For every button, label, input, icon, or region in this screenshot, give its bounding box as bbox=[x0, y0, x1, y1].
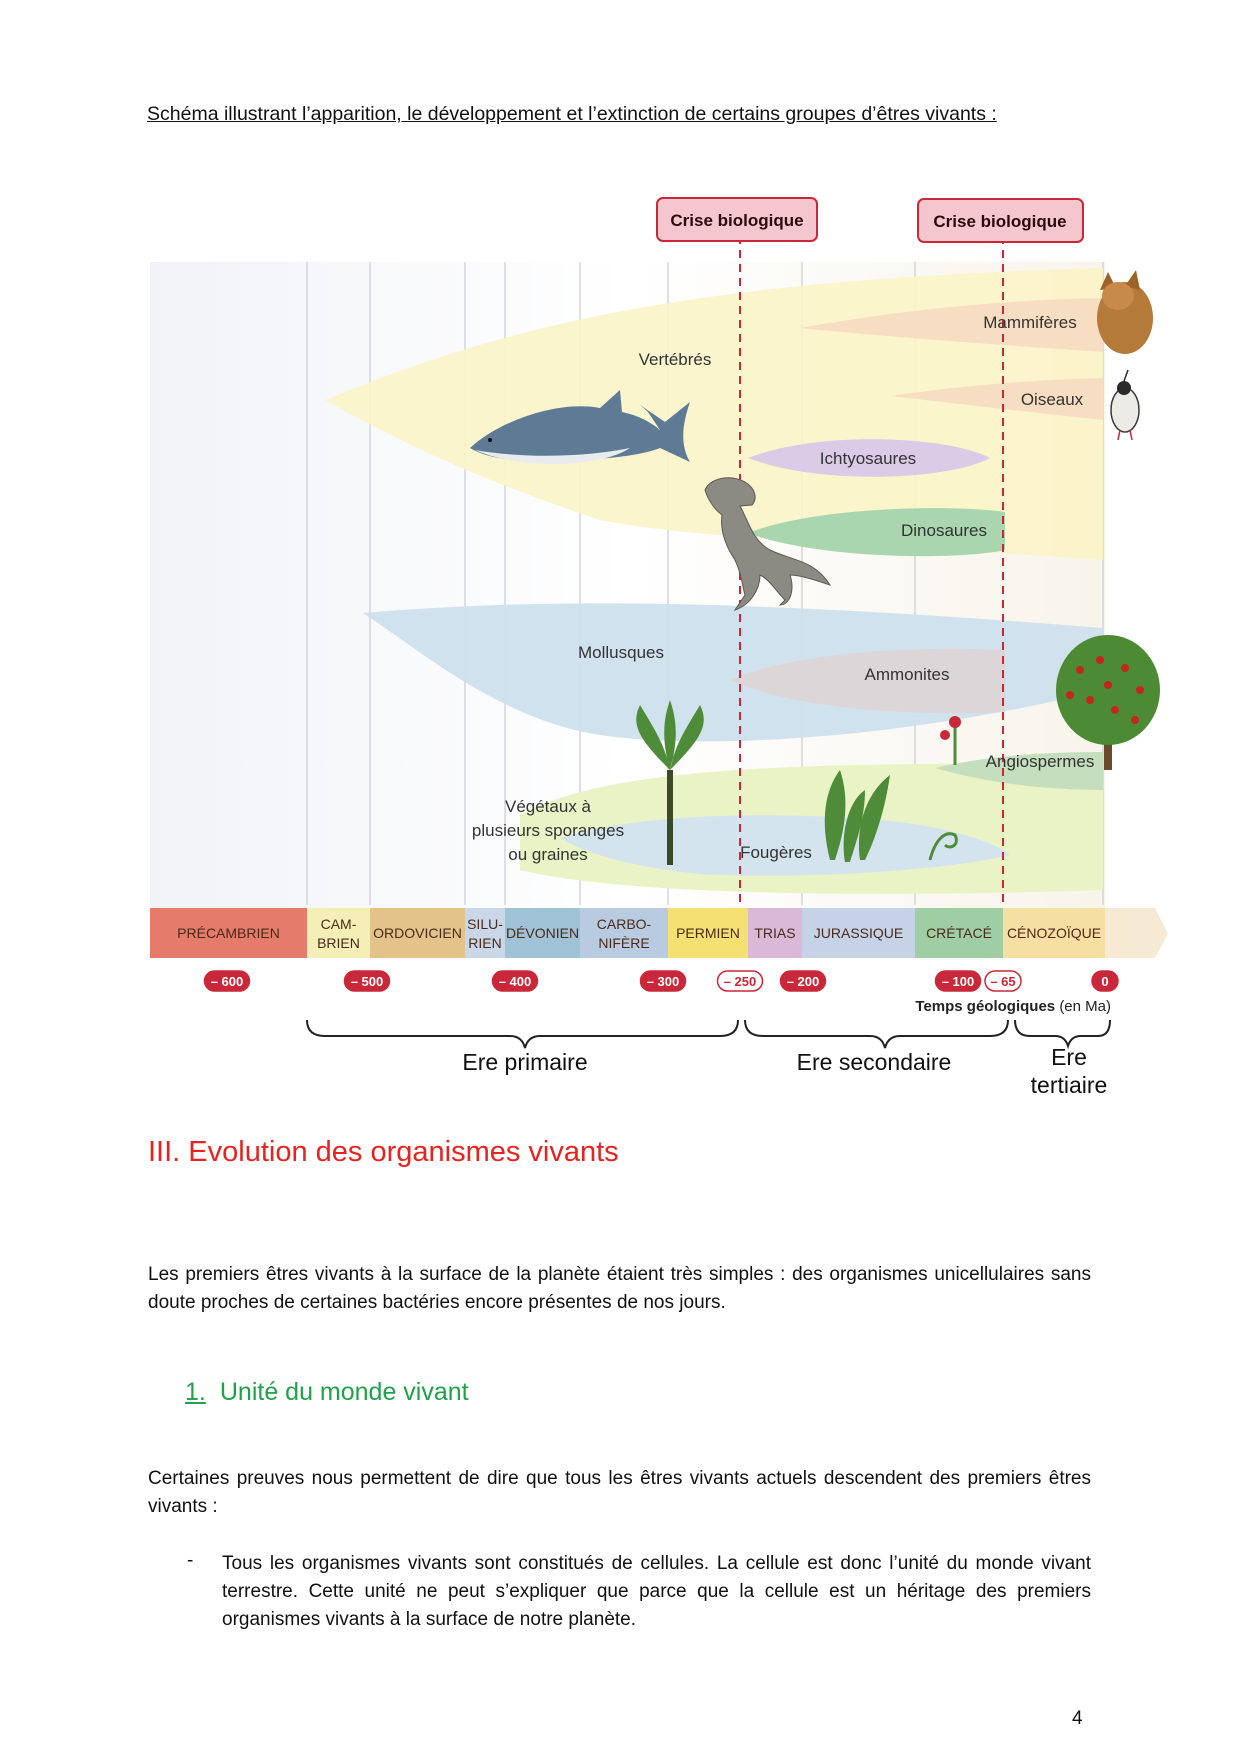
label-seed-plants-2: plusieurs sporanges bbox=[471, 821, 625, 840]
period-label: DÉVONIEN bbox=[505, 925, 580, 941]
crisis-label-text: Crise biologique bbox=[670, 211, 804, 230]
time-axis-label-bold: Temps géologiques bbox=[915, 998, 1056, 1015]
era-primary-label: Ere primaire bbox=[462, 1049, 588, 1075]
time-axis-label-unit: (en Ma) bbox=[1059, 998, 1111, 1015]
era-secondary-label: Ere secondaire bbox=[796, 1049, 952, 1075]
period-label: NIFÈRE bbox=[598, 935, 650, 951]
time-mark-label: – 500 bbox=[350, 974, 384, 989]
period-label: CÉNOZOÏQUE bbox=[1006, 925, 1102, 941]
time-axis-label bbox=[915, 998, 1111, 1015]
label-ammonites: Ammonites bbox=[864, 665, 950, 684]
label-vertebrates: Vertébrés bbox=[638, 350, 712, 369]
label-ichthyosaurs: Ichtyosaures bbox=[819, 449, 917, 468]
time-mark-label: – 200 bbox=[786, 974, 820, 989]
cat-illustration bbox=[1097, 270, 1153, 354]
section-title: III. Evolution des organismes vivants bbox=[148, 1136, 619, 1168]
period-label: BRIEN bbox=[317, 935, 360, 951]
period-label: CARBO- bbox=[596, 916, 652, 932]
period-label: PRÉCAMBRIEN bbox=[177, 925, 280, 941]
subsection-title-text: Unité du monde vivant bbox=[219, 1378, 469, 1406]
time-mark-label: 0 bbox=[1101, 974, 1109, 989]
period-bar-arrow bbox=[1105, 908, 1168, 958]
time-mark-label: – 100 bbox=[941, 974, 975, 989]
subsection-title bbox=[185, 1378, 469, 1407]
crisis-label-cretaceous bbox=[918, 199, 1083, 242]
time-mark-label: – 250 bbox=[723, 974, 757, 989]
time-mark-label: – 65 bbox=[990, 974, 1016, 989]
subsection-number: 1. bbox=[185, 1378, 206, 1406]
label-molluscs: Mollusques bbox=[578, 643, 664, 662]
period-label: SILU- bbox=[467, 916, 503, 932]
crisis-label-permian bbox=[657, 198, 817, 241]
time-mark-label: – 400 bbox=[498, 974, 532, 989]
period-label: CAM- bbox=[320, 916, 357, 932]
label-birds: Oiseaux bbox=[1020, 390, 1084, 409]
body-paragraph: Certaines preuves nous permettent de dire que tous les êtres vivants actuels descendent des premiers êtres vivants : bbox=[148, 1468, 1091, 1517]
era-tertiary-label-1: Ere bbox=[1051, 1044, 1087, 1070]
label-mammals: Mammifères bbox=[983, 313, 1077, 332]
period-label: RIEN bbox=[468, 935, 502, 951]
label-angiosperms: Angiospermes bbox=[985, 752, 1095, 771]
period-bar bbox=[150, 908, 1105, 958]
figure-caption: Schéma illustrant l’apparition, le développement et l’extinction de certains groupes d’êtres vivants : bbox=[147, 103, 997, 125]
period-label: ORDOVICIEN bbox=[373, 925, 462, 941]
bird-illustration bbox=[1111, 370, 1139, 440]
label-dinosaurs: Dinosaures bbox=[901, 521, 987, 540]
era-tertiary-label-2: tertiaire bbox=[1030, 1072, 1108, 1098]
era-braces bbox=[307, 1020, 1110, 1048]
time-axis bbox=[205, 971, 1119, 991]
label-ferns: Fougères bbox=[740, 843, 812, 862]
bullet-item: Tous les organismes vivants sont constitués de cellules. La cellule est donc l’unité du monde vivant terrestre. Cette unité ne peut s’expliquer que parce que la cellule est un héritage des premiers organismes vivants à la surface de notre planète. bbox=[222, 1553, 1091, 1630]
page-number: 4 bbox=[1072, 1708, 1083, 1729]
period-label: PERMIEN bbox=[676, 925, 740, 941]
label-seed-plants-1: Végétaux à bbox=[504, 797, 592, 816]
intro-paragraph: Les premiers êtres vivants à la surface de la planète étaient très simples : des organismes unicellulaires sans doute proches de certaines bactéries encore présentes de nos jours. bbox=[148, 1264, 1091, 1313]
crisis-label-text: Crise biologique bbox=[933, 212, 1067, 231]
bullet-marker: - bbox=[187, 1550, 194, 1571]
time-mark-label: – 600 bbox=[210, 974, 244, 989]
label-seed-plants-3: ou graines bbox=[508, 845, 588, 864]
time-mark-label: – 300 bbox=[646, 974, 680, 989]
period-label: TRIAS bbox=[754, 925, 796, 941]
period-label: CRÉTACÉ bbox=[926, 925, 992, 941]
period-label: JURASSIQUE bbox=[813, 925, 904, 941]
